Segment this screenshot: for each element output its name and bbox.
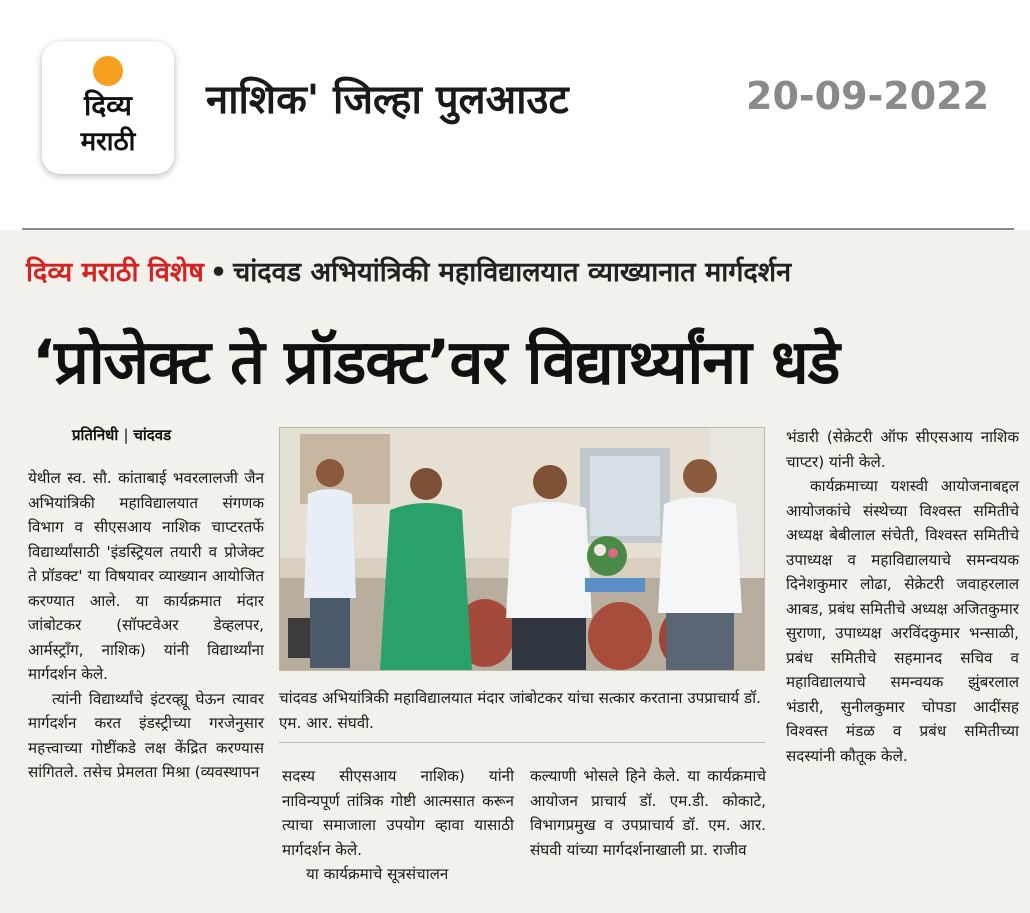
sun-icon (93, 56, 123, 86)
bullet-icon: • (209, 257, 228, 288)
edition-title: नाशिक' जिल्हा पुलआउट (206, 77, 569, 123)
article-column-4 (786, 425, 1019, 768)
kicker-subhead: चांदवड अभियांत्रिकी महाविद्यालयात व्याख्यानात मार्गदर्शन (233, 257, 792, 288)
column1-paragraph-2: त्यांनी विद्यार्थ्यांचे इंटरव्ह्यू घेऊन त्यावर मार्गदर्शन करत इंडस्ट्रीच्या गरजेनुसार महत्त्वाच्या गोष्टींकडे लक्ष केंद्रित करण्यास सांगितले. तसेच प्रेमलता मिश्रा (व्यवस्थापन (28, 689, 264, 781)
caption-divider (279, 742, 765, 743)
app-header (0, 0, 1030, 205)
article-kicker (26, 252, 791, 289)
article-column-2 (282, 764, 514, 887)
divya-marathi-logo[interactable] (42, 42, 174, 174)
byline-separator: | (123, 426, 134, 444)
column2-paragraph-1: सदस्य सीएसआय नाशिक) यांनी नाविन्यपूर्ण तांत्रिक गोष्टी आत्मसात करून त्याचा समाजाला उपयोग व्हावा यासाठी मार्गदर्शन केले. (282, 767, 514, 859)
column1-paragraph-1: येथील स्व. सौ. कांताबाई भवरलालजी जैन अभियांत्रिकी महाविद्यालयात संगणक विभाग व सीएसआय नाशिक चाप्टरतर्फे विद्यार्थ्यांसाठी 'इंडस्ट्रियल तयारी व प्रोजेक्ट ते प्रॉडक्ट' या विषयावर व्याख्यान आयोजित करण्यात आले. या कार्यक्रमात मंदार जांबोटकर (सॉफ्टवेअर डेव्हलपर, आर्मस्ट्रॉंग, नाशिक) यांनी विद्यार्थ्यांना मार्गदर्शन केले. (28, 469, 264, 683)
column4-paragraph-1: भंडारी (सेक्रेटरी ऑफ सीएसआय नाशिक चाप्टर) यांनी केले. (786, 428, 1019, 471)
column4-paragraph-2: कार्यक्रमाच्या यशस्वी आयोजनाबद्दल आयोजकांचे संस्थेच्या विश्वस्त समितीचे अध्यक्ष बेबीलाल संचेती, विश्वस्त समितीचे उपाध्यक्ष व महाविद्यालयाचे समन्वयक दिनेशकुमार लोढा, सेक्रेटरी जवाहरलाल आबड, प्रबंध समितीचे अध्यक्ष अजितकुमार सुराणा, उपाध्यक्ष अरविंदकुमार भन्साळी, प्रबंध समितीचे सहमानद सचिव व महाविद्यालयाचे समन्वयक झुंबरलाल भंडारी, सुनीलकुमार चोपडा आदींसह विश्वस्त मंडळ व प्रबंध समितीच्या सदस्यांनी कौतूक केले. (786, 477, 1019, 765)
article-headline: ‘प्रोजेक्ट ते प्रॉडक्ट’वर विद्यार्थ्यांना धडे (32, 327, 840, 398)
photo-illustration (280, 428, 764, 670)
column3-paragraph-1: कल्याणी भोसले हिने केले. या कार्यक्रमाचे आयोजन प्राचार्य डॉ. एम.डी. कोकाटे, विभागप्रमुख व उपप्राचार्य डॉ. एम. आर. संघवी यांच्या मार्गदर्शनाखाली प्रा. राजीव (530, 767, 766, 859)
edition-date: 20-09-2022 (746, 74, 990, 118)
byline-place: चांदवड (133, 426, 172, 444)
byline-label: प्रतिनिधी (72, 426, 119, 444)
article-photo (279, 427, 765, 671)
logo-text-line1: दिव्य (84, 89, 132, 122)
article-column-1 (28, 466, 264, 785)
photo-caption: चांदवड अभियांत्रिकी महाविद्यालयात मंदार जांबोटकर यांचा सत्कार करताना उपप्राचार्य डॉ. एम. आर. संघवी. (279, 689, 761, 732)
article-column-3 (530, 764, 766, 862)
column2-paragraph-2: या कार्यक्रमाचे सूत्रसंचालन (306, 865, 449, 883)
kicker-section: दिव्य मराठी विशेष (26, 257, 204, 288)
byline (72, 425, 171, 445)
logo-text-line2: मराठी (80, 127, 136, 157)
